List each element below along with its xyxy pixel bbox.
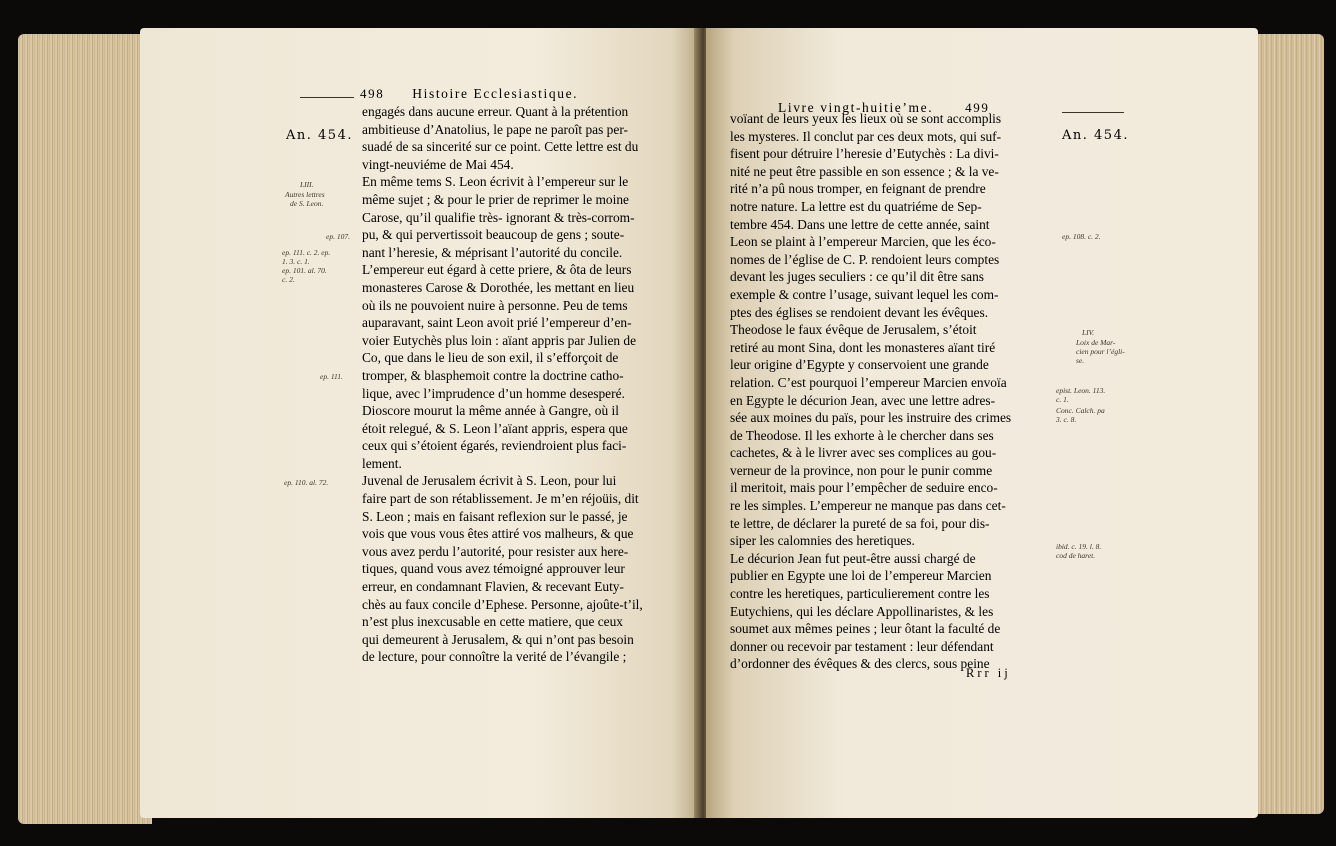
right-margin-year: An. 454. <box>1062 128 1129 143</box>
right-text-block <box>730 110 1048 673</box>
text-line: engagés dans aucune erreur. Quant à la prétention <box>362 104 629 119</box>
right-running-title: Livre vingt-huitie’me. <box>778 100 934 115</box>
text-line: voier Eutychès plus loin : aïant appris par Julien de <box>362 332 637 348</box>
text-line: vingt-neuviéme de Mai 454. <box>362 156 514 172</box>
text-line: retiré au mont Sina, dont les monasteres aïant tiré <box>730 339 996 355</box>
right-folio: 499 <box>965 100 990 115</box>
text-line: où ils ne pouvoient nuire à personne. Peu de tems <box>362 297 628 313</box>
left-margin-note: ep. 107. <box>326 232 350 241</box>
text-line: Leon se plaint à l’empereur Marcien, que les éco- <box>730 234 996 250</box>
right-margin-note: se. <box>1076 356 1085 365</box>
right-margin-note: Conc. Calch. pa <box>1056 406 1105 415</box>
text-line: d’ordonner des évêques & des clercs, sous peine <box>730 656 990 672</box>
text-line: ptes des églises se rendoient devant les évêques. <box>730 304 989 320</box>
right-page-edges <box>1248 34 1324 814</box>
text-line: tembre 454. Dans une lettre de cette année, saint <box>730 216 990 232</box>
right-margin-rule <box>1062 112 1124 113</box>
text-line: siper les calomnies des heretiques. <box>730 533 915 549</box>
text-line: vous avez perdu l’autorité, pour resister aux here- <box>362 543 629 559</box>
signature-mark: Rrr ij <box>966 666 1011 680</box>
right-margin-note: epist. Leon. 113. <box>1056 386 1106 395</box>
text-line: il meritoit, mais pour l’empêcher de seduire enco- <box>730 480 998 496</box>
text-line: monasteres Carose & Dorothée, les mettant en lieu <box>362 279 635 295</box>
text-line: même sujet ; & pour le prier de reprimer le moine <box>362 191 629 207</box>
right-margin-note: cien pour l’égli- <box>1076 347 1125 356</box>
text-line: lique, avec l’imprudence d’un homme desesperé. <box>362 385 625 401</box>
text-line: chès au faux concile d’Ephese. Personne, ajoûte-t’il, <box>362 596 643 612</box>
right-margin-note: 3. c. 8. <box>1056 415 1077 424</box>
text-line: nomes de l’église de C. P. rendoient leurs comptes <box>730 251 1000 267</box>
text-line: donner ou recevoir par testament : leur défendant <box>730 638 994 654</box>
text-line: pu, & qui pervertissoit beaucoup de gens ; soute- <box>362 227 625 243</box>
text-line: de lecture, pour connoître la verité de l’évangile ; <box>362 649 627 665</box>
text-line: ceux qui s’étoient égarés, reviendroient plus faci- <box>362 438 627 454</box>
left-margin-note: ep. 111. <box>320 372 343 381</box>
text-line: Eutychiens, qui les déclare Appollinaristes, & les <box>730 603 994 619</box>
left-running-head <box>360 86 578 102</box>
text-line: tiques, quand vous avez témoigné approuver leur <box>362 561 625 577</box>
text-line: n’est plus inexcusable en cette matiere, que ceux <box>362 614 624 630</box>
left-margin-note: LIII. <box>300 180 314 189</box>
text-line: leur origine d’Egypte y conservoient une grande <box>730 357 989 373</box>
left-margin-note: ep. 110. al. 72. <box>284 478 329 487</box>
text-line: Theodose le faux évêque de Jerusalem, s’étoit <box>730 322 977 338</box>
left-margin-note: ep. 101. al. 70. <box>282 266 327 275</box>
text-line: notre nature. La lettre est du quatriéme de Sep- <box>730 198 982 214</box>
text-line: faire part de son rétablissement. Je m’en réjoüis, dit <box>362 491 639 507</box>
text-line: erreur, en condamnant Flavien, & recevant Euty- <box>362 579 624 595</box>
text-line: étoit relegué, & S. Leon l’aïant appris, espera que <box>362 420 628 436</box>
text-line: qui demeurent à Jerusalem, & qui n’ont pas besoin <box>362 631 634 647</box>
text-line: devant les juges seculiers : ce qu’il dit être sans <box>730 269 984 285</box>
right-margin-note: Loix de Mar- <box>1076 338 1116 347</box>
text-line: publier en Egypte une loi de l’empereur Marcien <box>730 568 992 584</box>
text-line: soumet aux mêmes peines ; leur ôtant la faculté de <box>730 621 1001 637</box>
text-line: auparavant, saint Leon avoit prié l’empereur d’en- <box>362 315 632 331</box>
text-line: voïant de leurs yeux les lieux où se sont accomplis <box>730 111 1002 126</box>
text-line: Co, que dans le lieu de son exil, il s’efforçoit de <box>362 350 619 366</box>
left-text-block <box>362 103 684 666</box>
text-line: re les simples. L’empereur ne manque pas dans cet- <box>730 498 1006 514</box>
text-line: en Egypte le décurion Jean, avec une lettre adres- <box>730 392 996 408</box>
text-line: Le décurion Jean fut peut-être aussi chargé de <box>730 550 976 566</box>
text-line: sée aux moines du païs, pour les instruire des crimes <box>730 410 1012 426</box>
text-line: les mysteres. Il conclut par ces deux mots, qui suf- <box>730 128 1002 144</box>
text-line: fisent pour détruire l’heresie d’Eutychès : La divi- <box>730 146 999 162</box>
text-line: Juvenal de Jerusalem écrivit à S. Leon, pour lui <box>362 473 617 489</box>
right-margin-note: cod de haret. <box>1056 551 1096 560</box>
left-margin-note: ep. 111. c. 2. ep. <box>282 248 331 257</box>
text-line: de Theodose. Il les exhorte à le chercher dans ses <box>730 427 994 443</box>
text-line: suadé de sa sincerité sur ce point. Cette lettre est du <box>362 139 639 155</box>
text-line: nité ne peut être passible en son essence ; & la ve- <box>730 163 999 179</box>
text-line: contre les heretiques, particulierement contre les <box>730 586 990 602</box>
text-line: Carose, qu’il qualifie très- ignorant & très-corrom- <box>362 209 635 225</box>
right-margin-note: c. 1. <box>1056 395 1069 404</box>
text-line: exemple & contre l’usage, suivant lequel les com- <box>730 286 999 302</box>
text-line: En même tems S. Leon écrivit à l’empereur sur le <box>362 174 629 190</box>
left-margin-note: Autres lettres <box>285 190 325 199</box>
text-line: nant l’heresie, & méprisant l’autorité du concile. <box>362 244 623 260</box>
text-line: lement. <box>362 455 402 471</box>
text-line: Dioscore mourut la même année à Gangre, où il <box>362 403 619 419</box>
text-line: tromper, & blasphemoit contre la doctrine catho- <box>362 367 624 383</box>
left-margin-year: An. 454. <box>286 128 353 143</box>
text-line: cachetes, & à le livrer avec ses complices au gou- <box>730 445 997 461</box>
text-line: ambitieuse d’Anatolius, le pape ne paroît pas per- <box>362 121 628 137</box>
text-line: te lettre, de déclarer la pureté de sa foi, pour dis- <box>730 515 990 531</box>
right-margin-note: LIV. <box>1082 328 1095 337</box>
left-folio: 498 <box>360 86 385 101</box>
left-page-edges <box>18 34 152 824</box>
text-line: vois que vous vous êtes attiré vos malheurs, & que <box>362 526 634 542</box>
text-line: L’empereur eut égard à cette priere, & ôta de leurs <box>362 262 632 278</box>
left-margin-rule <box>300 97 354 98</box>
text-line: rité n’a pû nous tromper, en feignant de prendre <box>730 181 986 197</box>
left-running-title: Histoire Ecclesiastique. <box>412 86 579 101</box>
text-line: S. Leon ; mais en faisant reflexion sur le passé, je <box>362 508 628 524</box>
left-margin-note: de S. Leon. <box>290 199 324 208</box>
left-margin-note: c. 2. <box>282 275 295 284</box>
right-margin-note: ibid. c. 19. l. 8. <box>1056 542 1102 551</box>
right-margin-note: ep. 108. c. 2. <box>1062 232 1101 241</box>
text-line: verneur de la province, non pour le punir comme <box>730 462 993 478</box>
text-line: relation. C’est pourquoi l’empereur Marcien envoïa <box>730 374 1007 390</box>
left-margin-note: 1. 3. c. 1. <box>282 257 310 266</box>
